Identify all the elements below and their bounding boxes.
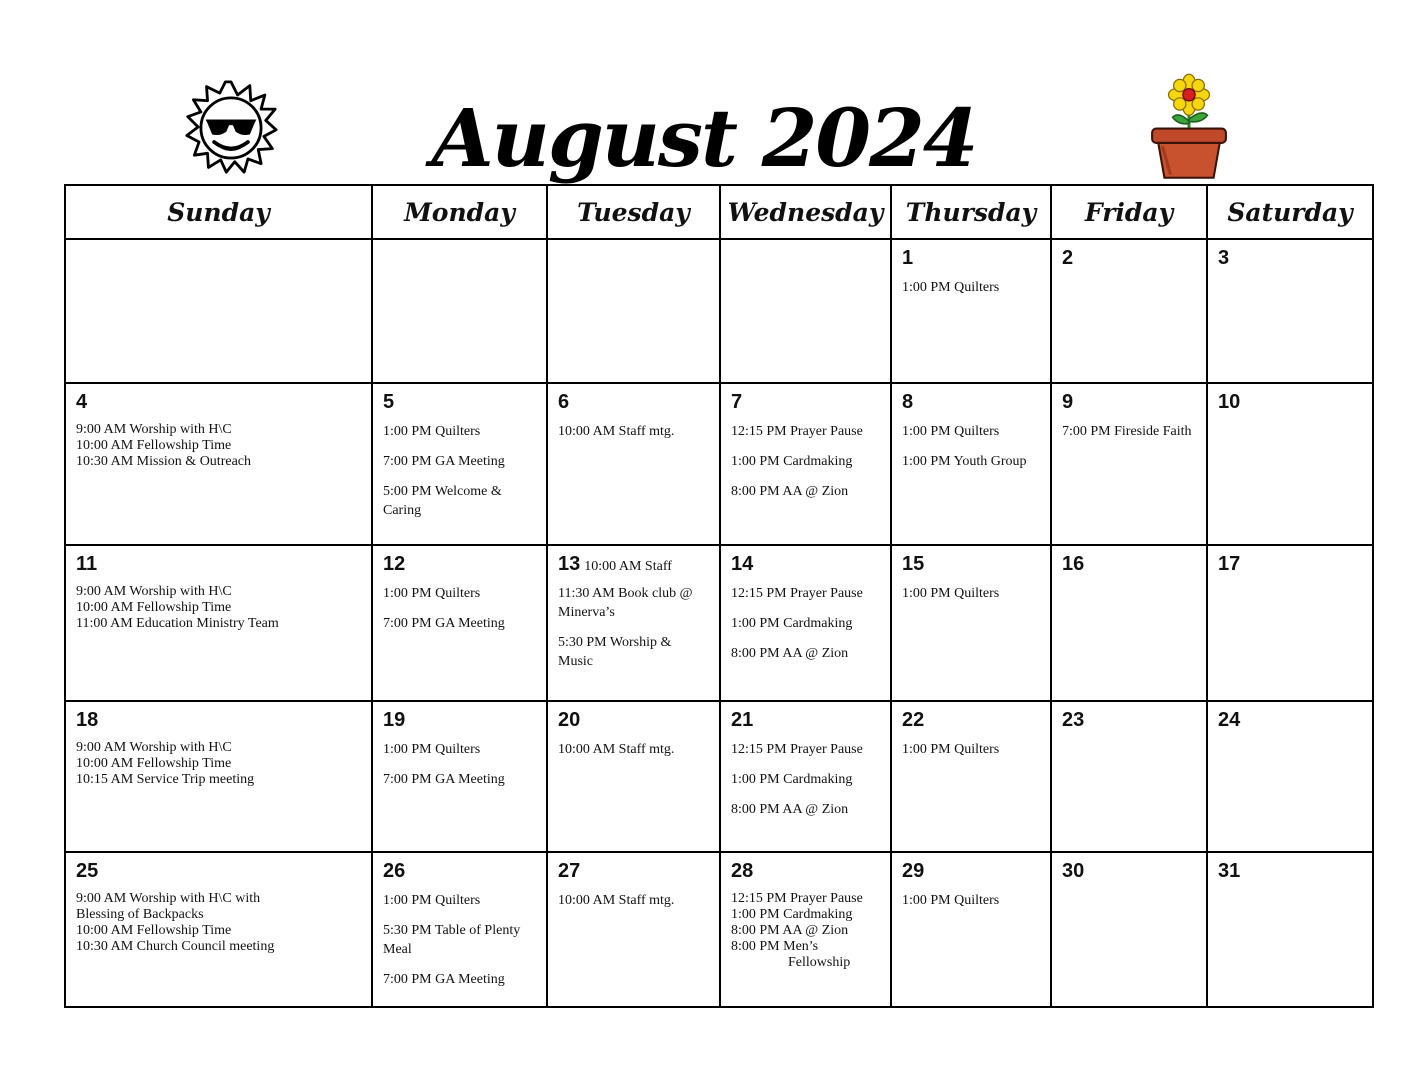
- event: 1:00 PM Cardmaking: [731, 772, 853, 787]
- day-cell-10: [1207, 383, 1373, 545]
- event: 8:00 PM Men’s: [731, 939, 819, 954]
- weekday-monday: Monday: [372, 185, 547, 239]
- week-row: [65, 852, 1373, 1007]
- event: 1:00 PM Quilters: [383, 742, 481, 757]
- event: 12:15 PM Prayer Pause: [731, 891, 863, 906]
- day-cell-4: [65, 383, 372, 545]
- day-cell-31: [1207, 852, 1373, 1007]
- day-number: 7: [731, 391, 743, 413]
- day-number: 26: [383, 860, 406, 882]
- day-number: 14: [731, 553, 754, 575]
- day-cell-7: [720, 383, 891, 545]
- empty-day-cell: [65, 239, 372, 383]
- day-cell-14: [720, 545, 891, 701]
- day-number: 10: [1218, 391, 1241, 413]
- event: 1:00 PM Cardmaking: [731, 454, 853, 469]
- event: 12:15 PM Prayer Pause: [731, 742, 863, 757]
- day-number: 12: [383, 553, 406, 575]
- event: 1:00 PM Cardmaking: [731, 907, 853, 922]
- weekday-header-row: [65, 185, 1373, 239]
- day-cell-29: [891, 852, 1051, 1007]
- day-header: [558, 552, 709, 576]
- event: 1:00 PM Quilters: [902, 424, 1000, 439]
- event: 10:00 AM Staff mtg.: [558, 424, 675, 439]
- day-cell-6: [547, 383, 720, 545]
- day-number: 1: [902, 247, 914, 269]
- empty-day-cell: [547, 239, 720, 383]
- day-cell-27: [547, 852, 720, 1007]
- day-number: 22: [902, 709, 925, 731]
- event-group: [76, 891, 361, 955]
- day-cell-2: [1051, 239, 1207, 383]
- event: 9:00 AM Worship with H\C: [76, 584, 232, 599]
- calendar-grid: [64, 184, 1374, 1008]
- event: 10:00 AM Staff: [584, 559, 672, 574]
- event: Blessing of Backpacks: [76, 907, 204, 922]
- event-group: [76, 584, 361, 632]
- day-cell-19: [372, 701, 547, 852]
- day-number: 13: [558, 553, 581, 575]
- empty-day-cell: [372, 239, 547, 383]
- weekday-saturday: Saturday: [1207, 185, 1373, 239]
- day-cell-26: [372, 852, 547, 1007]
- day-number: 11: [76, 553, 98, 575]
- day-cell-11: [65, 545, 372, 701]
- day-number: 2: [1062, 247, 1074, 269]
- day-cell-21: [720, 701, 891, 852]
- event: 7:00 PM GA Meeting: [383, 616, 505, 631]
- day-cell-8: [891, 383, 1051, 545]
- event: 7:00 PM GA Meeting: [383, 772, 505, 787]
- event: 10:30 AM Mission & Outreach: [76, 454, 251, 469]
- day-cell-15: [891, 545, 1051, 701]
- weekday-wednesday: Wednesday: [720, 185, 891, 239]
- event: 10:00 AM Fellowship Time: [76, 756, 232, 771]
- event: 12:15 PM Prayer Pause: [731, 424, 863, 439]
- event: 9:00 AM Worship with H\C with: [76, 891, 261, 906]
- day-number: 16: [1062, 553, 1085, 575]
- day-cell-17: [1207, 545, 1373, 701]
- day-cell-5: [372, 383, 547, 545]
- event-group: [76, 740, 361, 788]
- day-number: 5: [383, 391, 395, 413]
- event: 12:15 PM Prayer Pause: [731, 586, 863, 601]
- event: 1:00 PM Quilters: [383, 586, 481, 601]
- day-cell-18: [65, 701, 372, 852]
- event: 10:00 AM Fellowship Time: [76, 600, 232, 615]
- event: 1:00 PM Quilters: [383, 424, 481, 439]
- event: 7:00 PM GA Meeting: [383, 972, 505, 987]
- event: 8:00 PM AA @ Zion: [731, 923, 849, 938]
- week-row: [65, 545, 1373, 701]
- event: 1:00 PM Quilters: [902, 586, 1000, 601]
- calendar-title: August 2024: [431, 91, 977, 185]
- event: 8:00 PM AA @ Zion: [731, 484, 849, 499]
- day-cell-24: [1207, 701, 1373, 852]
- day-cell-12: [372, 545, 547, 701]
- event: 5:30 PM Table of Plenty Meal: [383, 923, 521, 957]
- event: 7:00 PM Fireside Faith: [1062, 424, 1192, 439]
- event: 9:00 AM Worship with H\C: [76, 422, 232, 437]
- event-group: [731, 891, 880, 971]
- event: 1:00 PM Quilters: [902, 893, 1000, 908]
- event: Fellowship: [788, 955, 851, 970]
- day-cell-22: [891, 701, 1051, 852]
- day-number: 4: [76, 391, 88, 413]
- event: 10:00 AM Staff mtg.: [558, 893, 675, 908]
- event: 10:00 AM Staff mtg.: [558, 742, 675, 757]
- potted-flower-icon: [1148, 72, 1230, 180]
- event: 1:00 PM Quilters: [902, 742, 1000, 757]
- day-cell-16: [1051, 545, 1207, 701]
- day-number: 19: [383, 709, 406, 731]
- day-cell-1: [891, 239, 1051, 383]
- event: 1:00 PM Cardmaking: [731, 616, 853, 631]
- event: 9:00 AM Worship with H\C: [76, 740, 232, 755]
- day-number: 9: [1062, 391, 1074, 413]
- day-number: 17: [1218, 553, 1241, 575]
- event: 8:00 PM AA @ Zion: [731, 646, 849, 661]
- day-number: 29: [902, 860, 925, 882]
- weekday-sunday: Sunday: [65, 185, 372, 239]
- day-cell-9: [1051, 383, 1207, 545]
- day-cell-23: [1051, 701, 1207, 852]
- day-number: 21: [731, 709, 754, 731]
- event-group: [76, 422, 361, 470]
- week-row: [65, 239, 1373, 383]
- weekday-thursday: Thursday: [891, 185, 1051, 239]
- day-number: 31: [1218, 860, 1241, 882]
- event: 10:00 AM Fellowship Time: [76, 438, 232, 453]
- day-number: 27: [558, 860, 581, 882]
- event: 1:00 PM Quilters: [383, 893, 481, 908]
- event: 10:00 AM Fellowship Time: [76, 923, 232, 938]
- event: 1:00 PM Youth Group: [902, 454, 1027, 469]
- event: 7:00 PM GA Meeting: [383, 454, 505, 469]
- day-cell-3: [1207, 239, 1373, 383]
- day-cell-13: [547, 545, 720, 701]
- day-number: 3: [1218, 247, 1230, 269]
- day-number: 28: [731, 860, 754, 882]
- day-number: 20: [558, 709, 581, 731]
- day-number: 24: [1218, 709, 1241, 731]
- weekday-tuesday: Tuesday: [547, 185, 720, 239]
- week-row: [65, 701, 1373, 852]
- event: 10:30 AM Church Council meeting: [76, 939, 275, 954]
- day-cell-20: [547, 701, 720, 852]
- event: 10:15 AM Service Trip meeting: [76, 772, 255, 787]
- day-number: 23: [1062, 709, 1085, 731]
- day-cell-28: [720, 852, 891, 1007]
- day-number: 15: [902, 553, 925, 575]
- event: 1:00 PM Quilters: [902, 280, 1000, 295]
- week-row: [65, 383, 1373, 545]
- weekday-friday: Friday: [1051, 185, 1207, 239]
- empty-day-cell: [720, 239, 891, 383]
- event: 11:30 AM Book club @ Minerva’s: [558, 586, 693, 620]
- event: 5:00 PM Welcome & Caring: [383, 484, 502, 518]
- event: 11:00 AM Education Ministry Team: [76, 616, 279, 631]
- day-cell-30: [1051, 852, 1207, 1007]
- event: 8:00 PM AA @ Zion: [731, 802, 849, 817]
- day-cell-25: [65, 852, 372, 1007]
- day-number: 6: [558, 391, 570, 413]
- event: 5:30 PM Worship & Music: [558, 635, 672, 669]
- day-number: 25: [76, 860, 99, 882]
- day-number: 8: [902, 391, 914, 413]
- day-number: 18: [76, 709, 99, 731]
- day-number: 30: [1062, 860, 1085, 882]
